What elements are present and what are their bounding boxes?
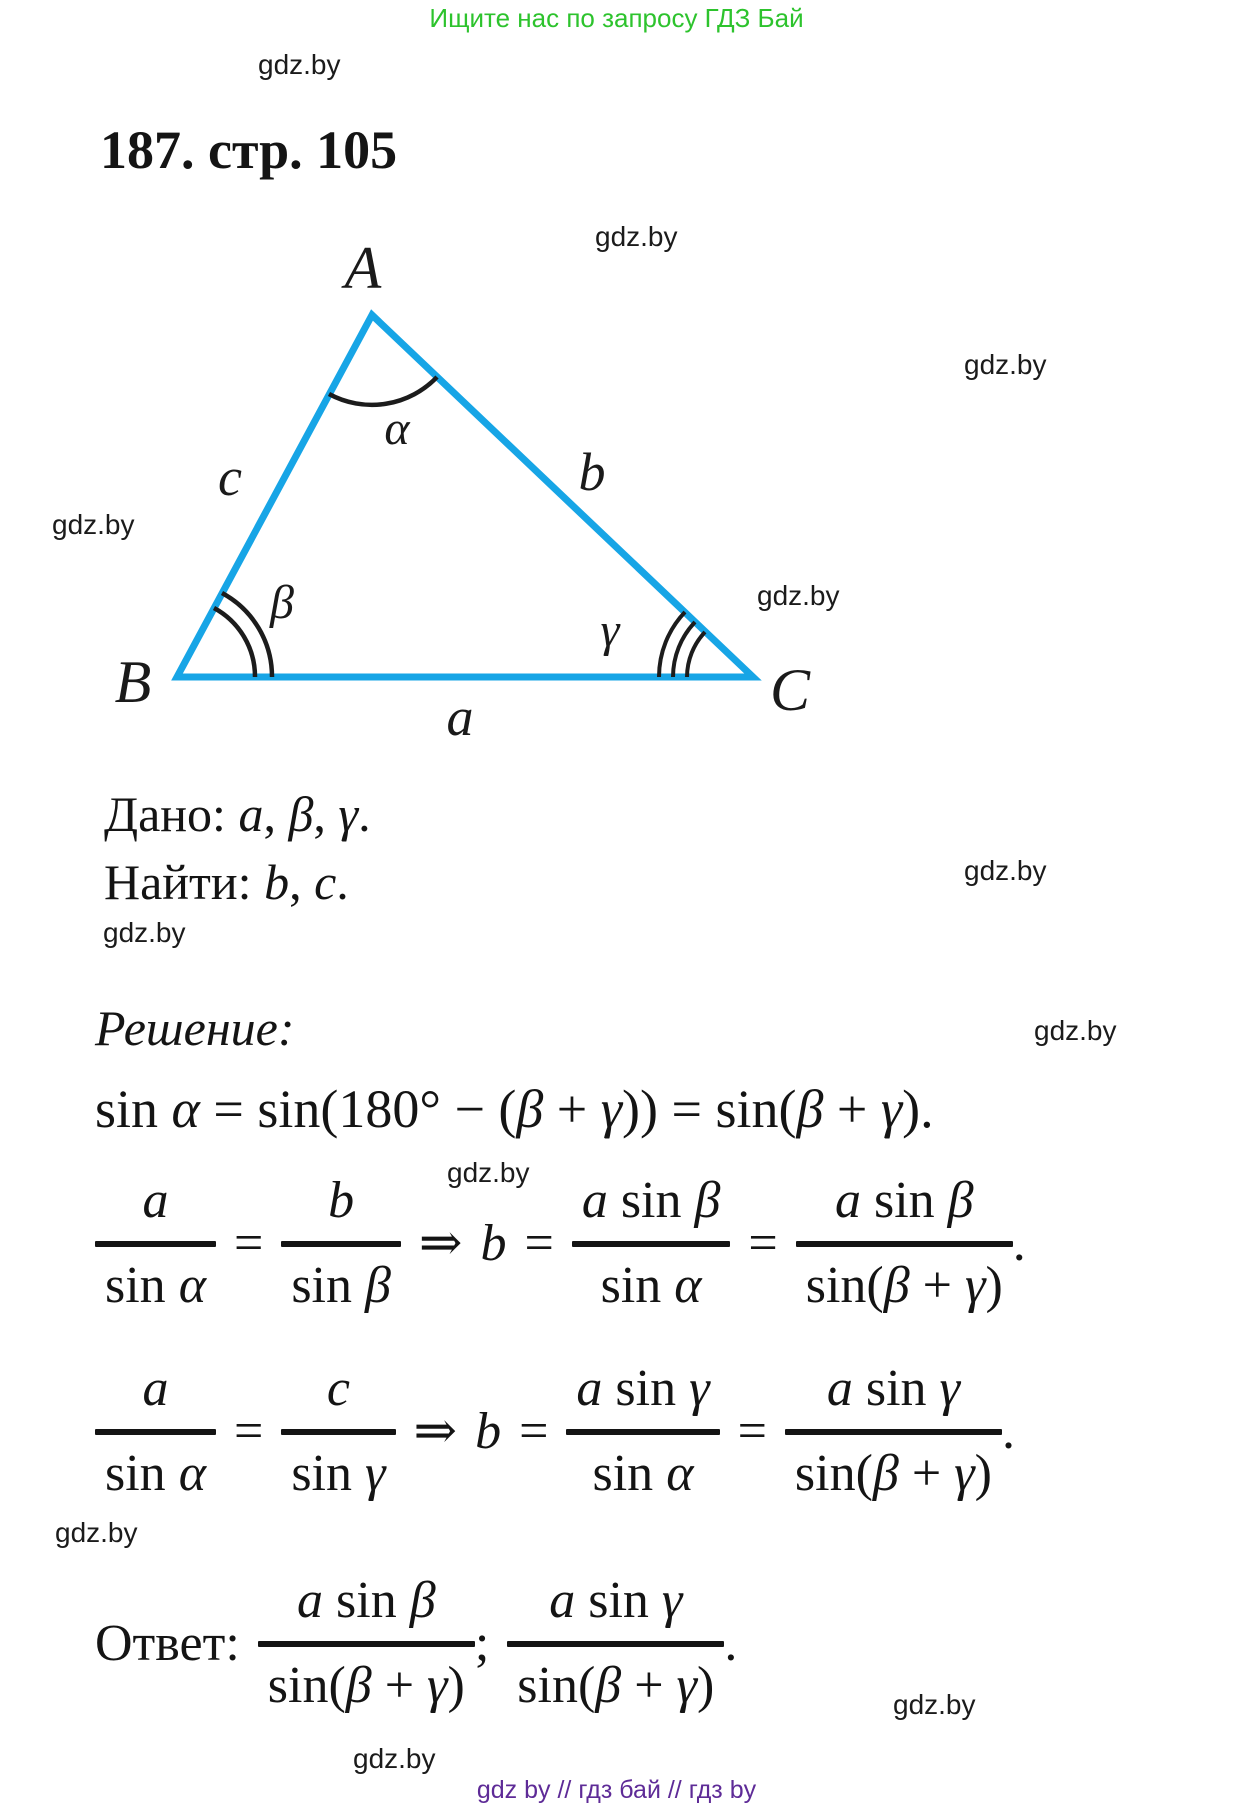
- fraction: a sin α: [95, 1360, 216, 1502]
- fraction: a sin γ sin α: [566, 1360, 719, 1502]
- identity-formula: sin α = sin(180° − (β + γ)) = sin(β + γ).: [95, 1079, 934, 1139]
- fraction: a sin β sin α: [572, 1172, 731, 1314]
- side-c-label: c: [218, 447, 242, 507]
- angle-arc-gamma-1: [687, 632, 705, 677]
- implies-symbol: ⇒: [413, 1402, 458, 1460]
- side-b-label: b: [578, 442, 606, 502]
- gdz-watermark: gdz.by: [757, 580, 840, 611]
- gdz-watermark: gdz.by: [103, 917, 186, 948]
- gdz-watermark: gdz.by: [52, 509, 135, 540]
- side-a-label: a: [446, 687, 474, 747]
- angle-gamma-label: γ: [600, 604, 620, 657]
- gdz-watermark: gdz.by: [595, 221, 678, 252]
- triangle-diagram: [90, 230, 850, 750]
- answer-label: Ответ:: [95, 1614, 240, 1672]
- angle-beta-label: β: [270, 576, 294, 629]
- vertex-b-label: B: [114, 649, 152, 715]
- vertex-a-label: A: [344, 235, 382, 301]
- gdz-watermark: gdz.by: [55, 1517, 138, 1548]
- footer-links: gdz by // гдз бай // гдз by: [476, 1776, 757, 1804]
- fraction: a sin β sin(β + γ): [258, 1572, 475, 1714]
- gdz-watermark: gdz.by: [1034, 1015, 1117, 1046]
- fraction: c sin γ: [281, 1360, 395, 1502]
- gdz-watermark: gdz.by: [893, 1689, 976, 1720]
- gdz-watermark: gdz.by: [964, 855, 1047, 886]
- fraction: a sin γ sin(β + γ): [507, 1572, 724, 1714]
- fraction: a sin α: [95, 1172, 216, 1314]
- find-line: Найти: b, c.: [104, 854, 349, 910]
- page-title: 187. стр. 105: [100, 120, 398, 180]
- gdz-watermark: gdz.by: [964, 349, 1047, 380]
- given-line: Дано: a, β, γ.: [104, 786, 371, 842]
- solution-heading: Решение:: [95, 1000, 295, 1056]
- angle-arc-beta-outer: [222, 593, 272, 677]
- gdz-watermark: gdz.by: [258, 49, 341, 80]
- angle-arc-beta-inner: [214, 608, 255, 677]
- answer-row: Ответ: a sin β sin(β + γ) ; a sin γ sin(β + γ) .: [95, 1572, 738, 1715]
- triangle-outline: [177, 315, 753, 677]
- angle-arc-alpha: [329, 377, 437, 405]
- angle-alpha-label: α: [384, 402, 410, 455]
- implies-symbol: ⇒: [418, 1214, 463, 1272]
- gdz-watermark: gdz.by: [447, 1157, 530, 1188]
- equation-row-2: a sin α = c sin γ ⇒ b = a sin γ sin α = a sin γ sin(β + γ) .: [95, 1360, 1015, 1502]
- fraction: a sin γ sin(β + γ): [785, 1360, 1002, 1502]
- fraction: a sin β sin(β + γ): [796, 1172, 1013, 1314]
- promo-banner: Ищите нас по запросу ГДЗ Бай: [429, 3, 804, 33]
- fraction: b sin β: [281, 1172, 401, 1314]
- equation-row-1: a sin α = b sin β ⇒ b = a sin β sin α = a sin β sin(β + γ) .: [95, 1172, 1026, 1314]
- gdz-watermark: gdz.by: [353, 1743, 436, 1774]
- vertex-c-label: C: [769, 657, 811, 723]
